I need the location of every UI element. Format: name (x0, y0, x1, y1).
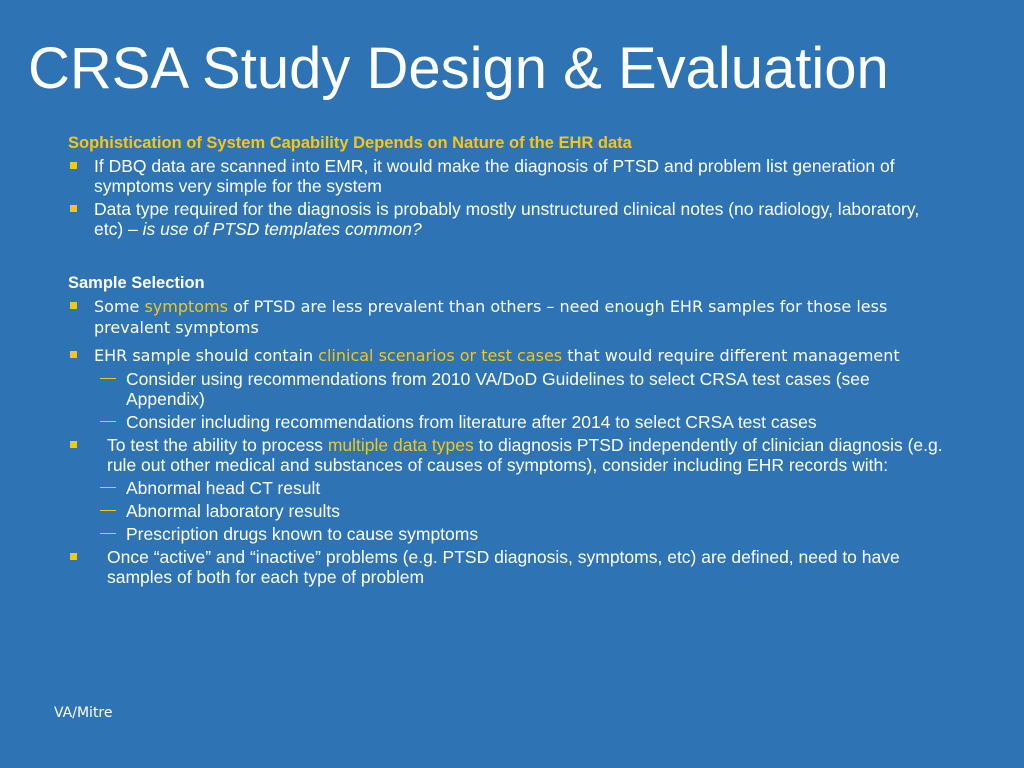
section-heading-sample-selection: Sample Selection (68, 274, 205, 292)
dash-bullet-icon (100, 533, 116, 534)
dash-bullet-icon (100, 487, 116, 488)
bullet-text: To test the ability to process (107, 435, 328, 455)
highlight-text: clinical scenarios or test cases (318, 346, 563, 365)
bullet-text: to diagnosis PTSD independently of clinician diagnosis (e.g. rule out other medical and substances of causes of symptoms), consider including EHR records with: (107, 435, 943, 475)
bullet-text: Some (94, 297, 145, 316)
list-item (68, 345, 948, 366)
bullet-text: Once “active” and “inactive” problems (e.g. PTSD diagnosis, symptoms, etc) are defined, need to have samples of both for each type of problem (107, 547, 900, 587)
sub-list-item (68, 412, 948, 432)
sub-list-item (68, 501, 948, 521)
sub-bullet-text: Abnormal laboratory results (126, 501, 340, 521)
slide-content (68, 133, 948, 587)
highlight-text: symptoms (144, 297, 228, 316)
sub-bullet-text: Consider including recommendations from literature after 2014 to select CRSA test cases (126, 412, 817, 432)
bullet-text: EHR sample should contain (94, 346, 319, 365)
list-item (68, 296, 948, 338)
highlight-text: multiple data types (327, 435, 474, 455)
dash-bullet-icon (100, 378, 116, 379)
bullet-text: If DBQ data are scanned into EMR, it would make the diagnosis of PTSD and problem list generation of symptoms very simple for the system (94, 156, 895, 196)
sub-list-item (68, 478, 948, 498)
square-bullet-icon (70, 553, 77, 560)
square-bullet-icon (70, 205, 77, 212)
square-bullet-icon (70, 162, 77, 169)
list-item (68, 156, 948, 196)
square-bullet-icon (70, 302, 77, 309)
bullet-italic-question: is use of PTSD templates common? (142, 219, 422, 239)
list-item (68, 199, 948, 239)
sub-list-item (68, 524, 948, 544)
list-item (68, 547, 948, 587)
section-heading-capability: Sophistication of System Capability Depends on Nature of the EHR data (68, 134, 632, 152)
sub-bullet-text: Consider using recommendations from 2010 VA/DoD Guidelines to select CRSA test cases (see Appendix) (126, 369, 870, 409)
square-bullet-icon (70, 441, 77, 448)
slide-footer: VA/Mitre (54, 705, 113, 721)
spacer (68, 239, 948, 273)
bullet-text: Data type required for the diagnosis is probably mostly unstructured clinical notes (no radiology, laboratory, etc) – (94, 199, 920, 239)
sub-bullet-text: Abnormal head CT result (126, 478, 321, 498)
bullet-text: of PTSD are less prevalent than others – need enough EHR samples for those less prevalent symptoms (94, 297, 888, 337)
dash-bullet-icon (100, 510, 116, 511)
slide-title: CRSA Study Design & Evaluation (28, 36, 889, 101)
dash-bullet-icon (100, 421, 116, 422)
sub-bullet-text: Prescription drugs known to cause symptoms (126, 524, 479, 544)
sub-list-item (68, 369, 948, 409)
square-bullet-icon (70, 351, 77, 358)
bullet-text: that would require different management (562, 346, 900, 365)
list-item (68, 435, 948, 475)
